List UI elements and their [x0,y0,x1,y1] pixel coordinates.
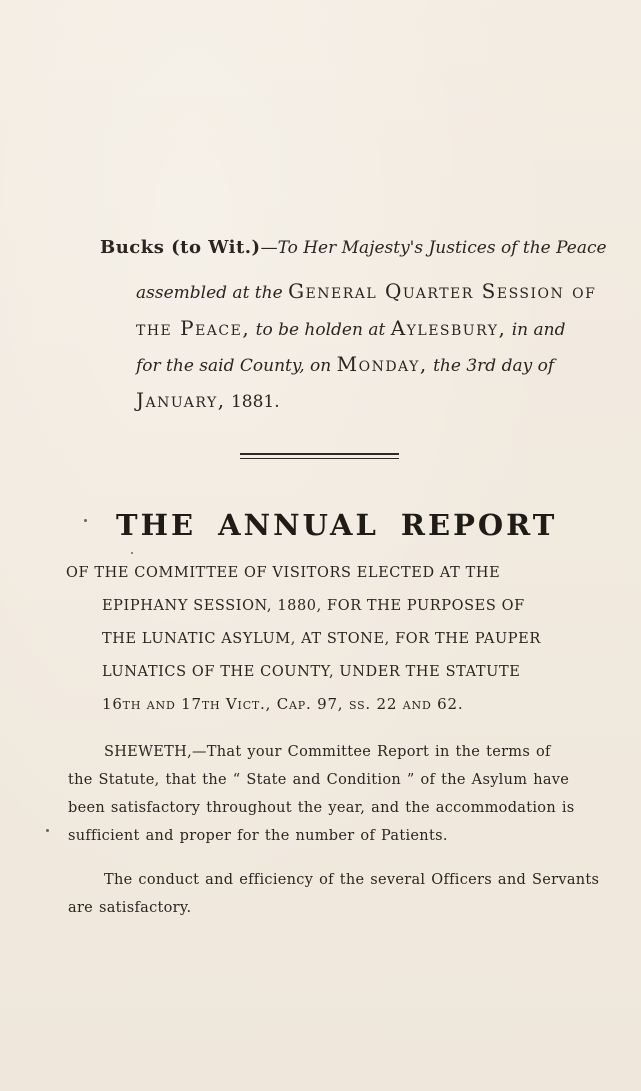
location-name: Aylesbury, [390,316,507,340]
body-paragraph-1-line-2: the Statute, that the “ State and Condition ” of the Asylum have [68,772,570,788]
county-heading: Bucks (to Wit.) [100,237,261,258]
subtitle-line-5 [102,695,612,713]
paper-speck [46,829,49,832]
report-title [116,508,558,542]
month: January, [136,388,226,412]
title-word-3: REPORT [400,508,558,542]
title-word-2: ANNUAL [218,508,379,542]
weekday: Monday, [336,352,428,376]
subtitle-line-1: OF THE COMMITTEE OF VISITORS ELECTED AT THE [66,565,501,581]
body-paragraph-2-line-2: are satisfactory. [68,900,192,916]
peace-text: the Peace, [136,316,251,340]
address-line-5 [136,388,606,414]
body-paragraph-1-line-1: SHEWETH,—That your Committee Report in the terms of [104,744,551,760]
address-line-3-d: in and [511,320,566,340]
address-line-4-c: the 3rd day of [433,356,555,376]
statute-reference: 16th and 17th Vict., Cap. 97, ss. 22 and 62. [102,695,464,713]
subtitle-line-4: LUNATICS OF THE COUNTY, UNDER THE STATUTE [102,664,521,680]
body-paragraph-2-line-1: The conduct and efficiency of the several Officers and Servants [104,872,600,888]
divider-rule-thin [240,458,399,459]
address-line-4 [136,352,606,378]
year: 1881. [230,392,280,412]
address-line-4-a: for the said County, on [136,356,332,376]
address-line-2 [136,279,606,305]
body-paragraph-1-line-3: been satisfactory throughout the year, and the accommodation is [68,800,575,816]
subtitle-line-3: THE LUNATIC ASYLUM, AT STONE, FOR THE PAUPER [102,631,541,647]
subtitle-line-2: EPIPHANY SESSION, 1880, FOR THE PURPOSES OF [102,598,525,614]
address-line-3 [136,316,606,342]
address-line-2-a: assembled at the [136,283,283,303]
divider-rule [240,453,399,455]
title-word-1: THE [116,508,197,542]
address-line-1 [100,236,607,260]
body-paragraph-1-line-4: sufficient and proper for the number of Patients. [68,828,448,844]
paper-speck [84,519,87,522]
paper-speck [131,552,133,554]
address-line-1-text: —To Her Majesty's Justices of the Peace [260,238,607,258]
session-name: General Quarter Session of [288,279,597,303]
address-line-3-b: to be holden at [255,320,386,340]
